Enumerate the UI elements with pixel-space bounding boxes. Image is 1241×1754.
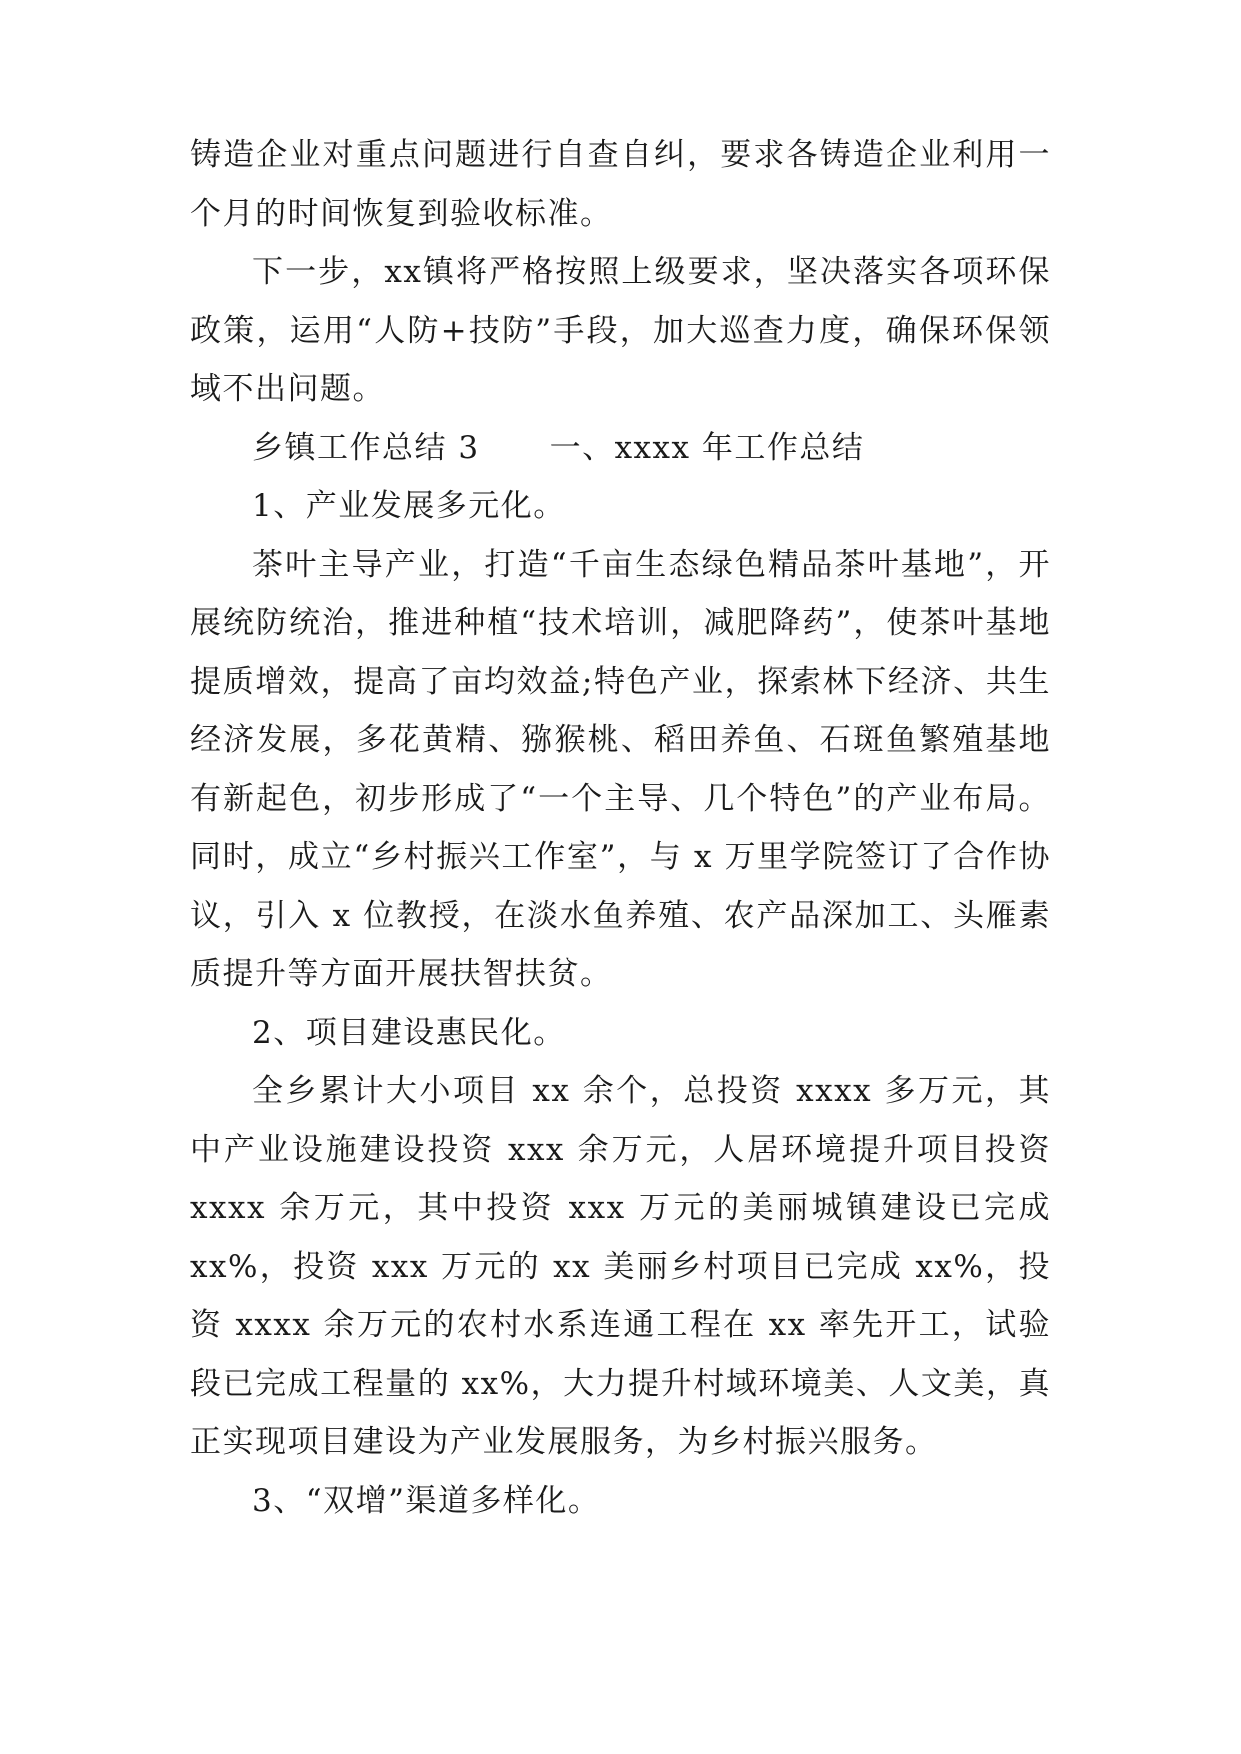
section-heading-subtitle: 一、xxxx 年工作总结 [549, 429, 865, 466]
section-heading [190, 419, 1051, 478]
item-heading-industry: 1、产业发展多元化。 [252, 488, 566, 524]
section-heading-title: 乡镇工作总结 3 [252, 429, 480, 466]
item-heading-projects: 2、项目建设惠民化。 [252, 1014, 566, 1051]
document-body [190, 126, 1051, 1530]
paragraph-projects: 全乡累计大小项目 xx 余个，总投资 xxxx 多万元，其中产业设施建设投资 xxx 余万元，人居环境提升项目投资 xxxx 余万元，其中投资 xxx 万元的美丽城镇建设已完成 xx%，投资 xxx 万元的 xx 美丽乡村项目已完成 xx%，投资 xxxx 余万元的农村水系连通工程在 xx 率先开工，试验段已完成工程量的 xx%，大力提升村域环境美、人文美，真正实现项目建设为产业发展服务，为乡村振兴服务。 [190, 1073, 1051, 1460]
item-heading-channels: 3、“双增”渠道多样化。 [252, 1482, 601, 1519]
paragraph-continuation: 铸造企业对重点问题进行自查自纠，要求各铸造企业利用一个月的时间恢复到验收标准。 [190, 137, 1051, 232]
paragraph-next-step: 下一步，xx镇将严格按照上级要求，坚决落实各项环保政策，运用“人防+技防”手段，加大巡查力度，确保环保领域不出问题。 [190, 254, 1051, 407]
paragraph-industry: 茶叶主导产业，打造“千亩生态绿色精品茶叶基地”，开展统防统治，推进种植“技术培训，减肥降药”，使茶叶基地提质增效，提高了亩均效益;特色产业，探索林下经济、共生经济发展，多花黄精、猕猴桃、稻田养鱼、石斑鱼繁殖基地有新起色，初步形成了“一个主导、几个特色”的产业布局。同时，成立“乡村振兴工作室”，与 x 万里学院签订了合作协议，引入 x 位教授，在淡水鱼养殖、农产品深加工、头雁素质提升等方面开展扶智扶贫。 [190, 546, 1051, 992]
